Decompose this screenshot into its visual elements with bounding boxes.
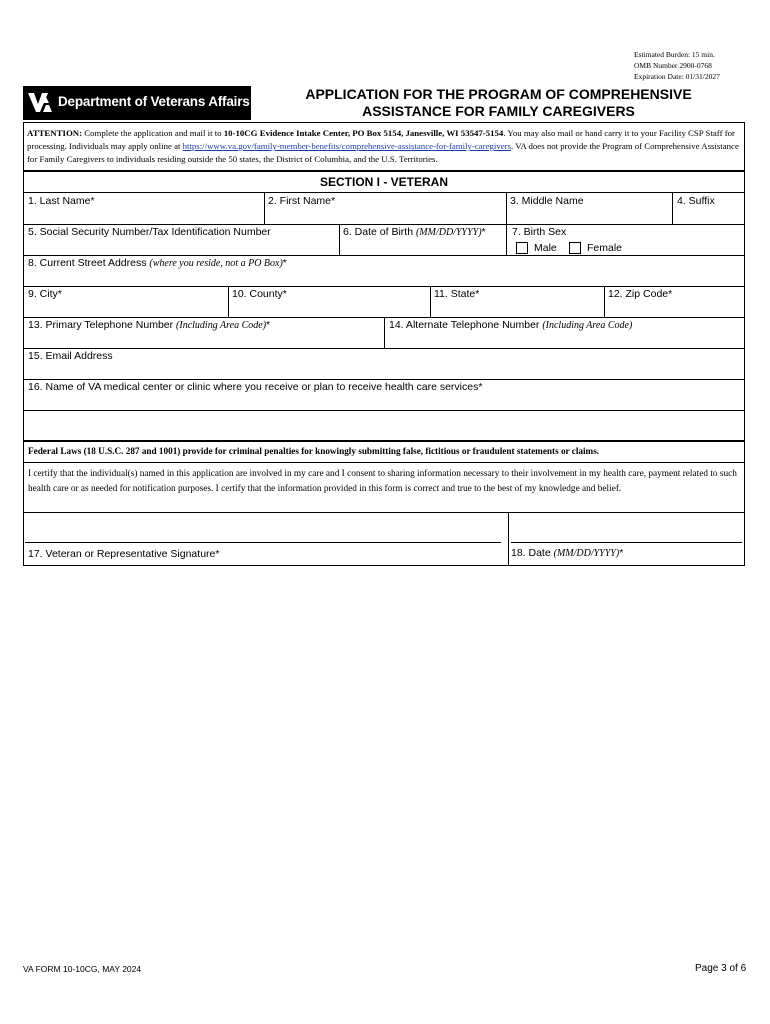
divider [23, 440, 745, 442]
attention-text-2: . You may also mail or hand carry it to your Facility CSP Staff for processing. Individuals may apply online at [27, 128, 735, 151]
attention-text-3: . VA does not provide the Program of Comprehensive Assistance for Family Caregivers to individuals residing outside the 50 states, the District of Columbia, and the U.S. Territories. [27, 141, 739, 164]
last-name-field[interactable]: 1. Last Name* [28, 195, 95, 207]
burden-info [634, 49, 720, 82]
divider [228, 286, 229, 317]
divider [384, 317, 385, 348]
alternate-phone-field[interactable] [389, 319, 632, 331]
form-title [252, 86, 745, 120]
divider [264, 192, 265, 224]
va-seal-icon [27, 89, 53, 115]
expiration-date: Expiration Date: 01/31/2027 [634, 72, 720, 81]
dob-label: 6. Date of Birth [343, 226, 416, 238]
signature-field[interactable]: 17. Veteran or Representative Signature* [28, 548, 220, 560]
male-label: Male [534, 242, 557, 254]
ssn-field[interactable]: 5. Social Security Number/Tax Identification Number [28, 226, 271, 238]
middle-name-field[interactable]: 3. Middle Name [510, 195, 584, 207]
divider [23, 255, 745, 256]
online-application-link[interactable]: https://www.va.gov/family-member-benefits/comprehensive-assistance-for-family-caregivers [182, 141, 511, 151]
divider [23, 512, 745, 513]
street-required-mark: * [282, 257, 287, 269]
alternate-phone-hint: (Including Area Code) [542, 320, 633, 331]
attention-notice [27, 127, 741, 166]
first-name-field[interactable]: 2. First Name* [268, 195, 336, 207]
divider [339, 224, 340, 255]
email-field[interactable]: 15. Email Address [28, 350, 113, 362]
primary-phone-label: 13. Primary Telephone Number [28, 319, 177, 331]
dob-format-hint: (MM/DD/YYYY) [415, 227, 482, 238]
street-address-field[interactable] [28, 257, 287, 269]
primary-phone-required-mark: * [266, 319, 271, 331]
divider [23, 192, 745, 193]
attention-text-1: Complete the application and mail it to [82, 128, 224, 138]
form-title-line1: APPLICATION FOR THE PROGRAM OF COMPREHENSIVE [305, 86, 692, 102]
alternate-phone-label: 14. Alternate Telephone Number [389, 319, 543, 331]
divider [23, 286, 745, 287]
signature-line [25, 542, 501, 543]
divider [508, 512, 509, 565]
va-medical-center-field[interactable]: 16. Name of VA medical center or clinic where you receive or plan to receive health care services* [28, 381, 483, 393]
signature-date-hint: (MM/DD/YYYY) [553, 548, 620, 559]
estimated-burden: Estimated Burden: 15 min. [634, 50, 715, 59]
male-checkbox[interactable] [516, 242, 528, 254]
divider [23, 379, 745, 380]
divider [672, 192, 673, 224]
divider [506, 224, 507, 255]
form-number: VA FORM 10-10CG, MAY 2024 [23, 964, 142, 974]
attention-label: ATTENTION: [27, 128, 83, 138]
page-number: Page 3 of 6 [695, 963, 747, 974]
divider [23, 224, 745, 225]
mailing-address: 10-10CG Evidence Intake Center, PO Box 5154, Janesville, WI 53547-5154 [223, 128, 504, 138]
divider [604, 286, 605, 317]
federal-laws-warning: Federal Laws (18 U.S.C. 287 and 1001) provide for criminal penalties for knowingly submitting false, fictitious or fraudulent statements or claims. [28, 446, 600, 456]
female-label: Female [587, 242, 623, 254]
va-logo [23, 86, 251, 120]
birth-sex-label: 7. Birth Sex [512, 226, 567, 238]
female-checkbox[interactable] [569, 242, 581, 254]
divider [23, 462, 745, 463]
signature-date-required-mark: * [619, 547, 624, 559]
divider [23, 410, 745, 411]
section-title: SECTION I - VETERAN [319, 175, 448, 189]
street-address-hint: (where you reside, not a PO Box) [149, 258, 283, 269]
signature-date-label: 18. Date [511, 547, 554, 559]
primary-phone-field[interactable] [28, 319, 270, 331]
divider [23, 170, 745, 172]
divider [506, 192, 507, 224]
divider [23, 348, 745, 349]
agency-name: Department of Veterans Affairs [58, 94, 250, 109]
omb-number: OMB Number 2900-0768 [634, 61, 712, 70]
suffix-field[interactable]: 4. Suffix [677, 195, 715, 207]
signature-date-field[interactable] [511, 547, 623, 559]
form-title-line2: ASSISTANCE FOR FAMILY CAREGIVERS [362, 103, 635, 119]
divider [430, 286, 431, 317]
city-field[interactable]: 9. City* [28, 288, 62, 300]
street-address-label: 8. Current Street Address [28, 257, 150, 269]
dob-field[interactable] [343, 226, 486, 238]
certification-statement: I certify that the individual(s) named in this application are involved in my care and I consent to sharing information necessary to their involvement in my health care, payment related to such health care or as needed for notification purposes. I certify that the information provided in this form is correct and true to the best of my knowledge and belief. [28, 469, 737, 494]
state-field[interactable]: 11. State* [434, 288, 480, 300]
primary-phone-hint: (Including Area Code) [176, 320, 267, 331]
dob-required-mark: * [481, 226, 486, 238]
date-line [511, 542, 742, 543]
zip-code-field[interactable]: 12. Zip Code* [608, 288, 673, 300]
county-field[interactable]: 10. County* [232, 288, 287, 300]
